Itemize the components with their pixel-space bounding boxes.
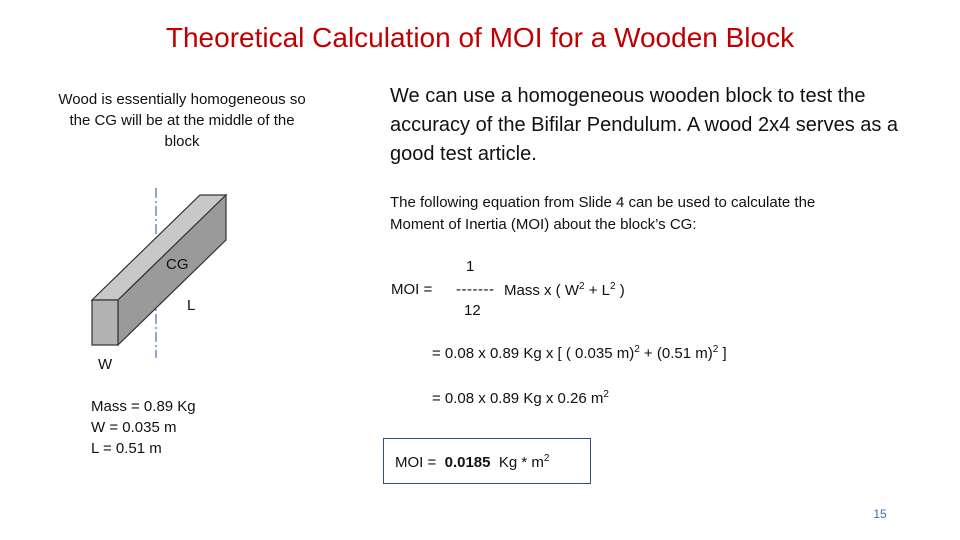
width-label: W xyxy=(98,356,113,373)
equation-intro-text: The following equation from Slide 4 can be used to calculate the Moment of Inertia (MOI) about the block’s CG: xyxy=(390,194,816,233)
moi-result-value: 0.0185 xyxy=(444,454,491,471)
fraction-bar: ------- xyxy=(456,281,495,298)
fraction-denominator: 12 xyxy=(464,302,481,319)
cg-explanation-text: Wood is essentially homogeneous so the CG will be at the middle of the block xyxy=(58,91,306,150)
fraction-numerator: 1 xyxy=(466,258,475,275)
intro-text: We can use a homogeneous wooden block to test the accuracy of the Bifilar Pendulum. A wood 2x4 serves as a good test article. xyxy=(390,85,899,165)
length-label: L xyxy=(187,297,196,314)
mass-value: Mass = 0.89 Kg xyxy=(91,398,196,415)
slide-title: Theoretical Calculation of MOI for a Wooden Block xyxy=(165,22,795,53)
block-properties xyxy=(91,396,196,459)
width-value: W = 0.035 m xyxy=(91,419,177,436)
moi-formula-rhs: Mass x ( $W^2 + L^2$ ) xyxy=(504,281,625,299)
calculation-step-2: = 0.08 x 0.89 Kg x 0.26 $m^2$ xyxy=(432,389,609,407)
length-value: L = 0.51 m xyxy=(91,440,162,457)
slide-number: 15 xyxy=(873,507,887,521)
moi-result: MOI = 0.0185 Kg * $m^2$ xyxy=(395,453,550,471)
cg-label: CG xyxy=(166,256,189,273)
block-front-face xyxy=(92,300,118,345)
moi-lhs: MOI = xyxy=(391,281,433,298)
calculation-step-1: = 0.08 x 0.89 Kg x [ ( 0.035 m)$^2$ + (0.51 m)$^2$ ] xyxy=(432,344,727,362)
